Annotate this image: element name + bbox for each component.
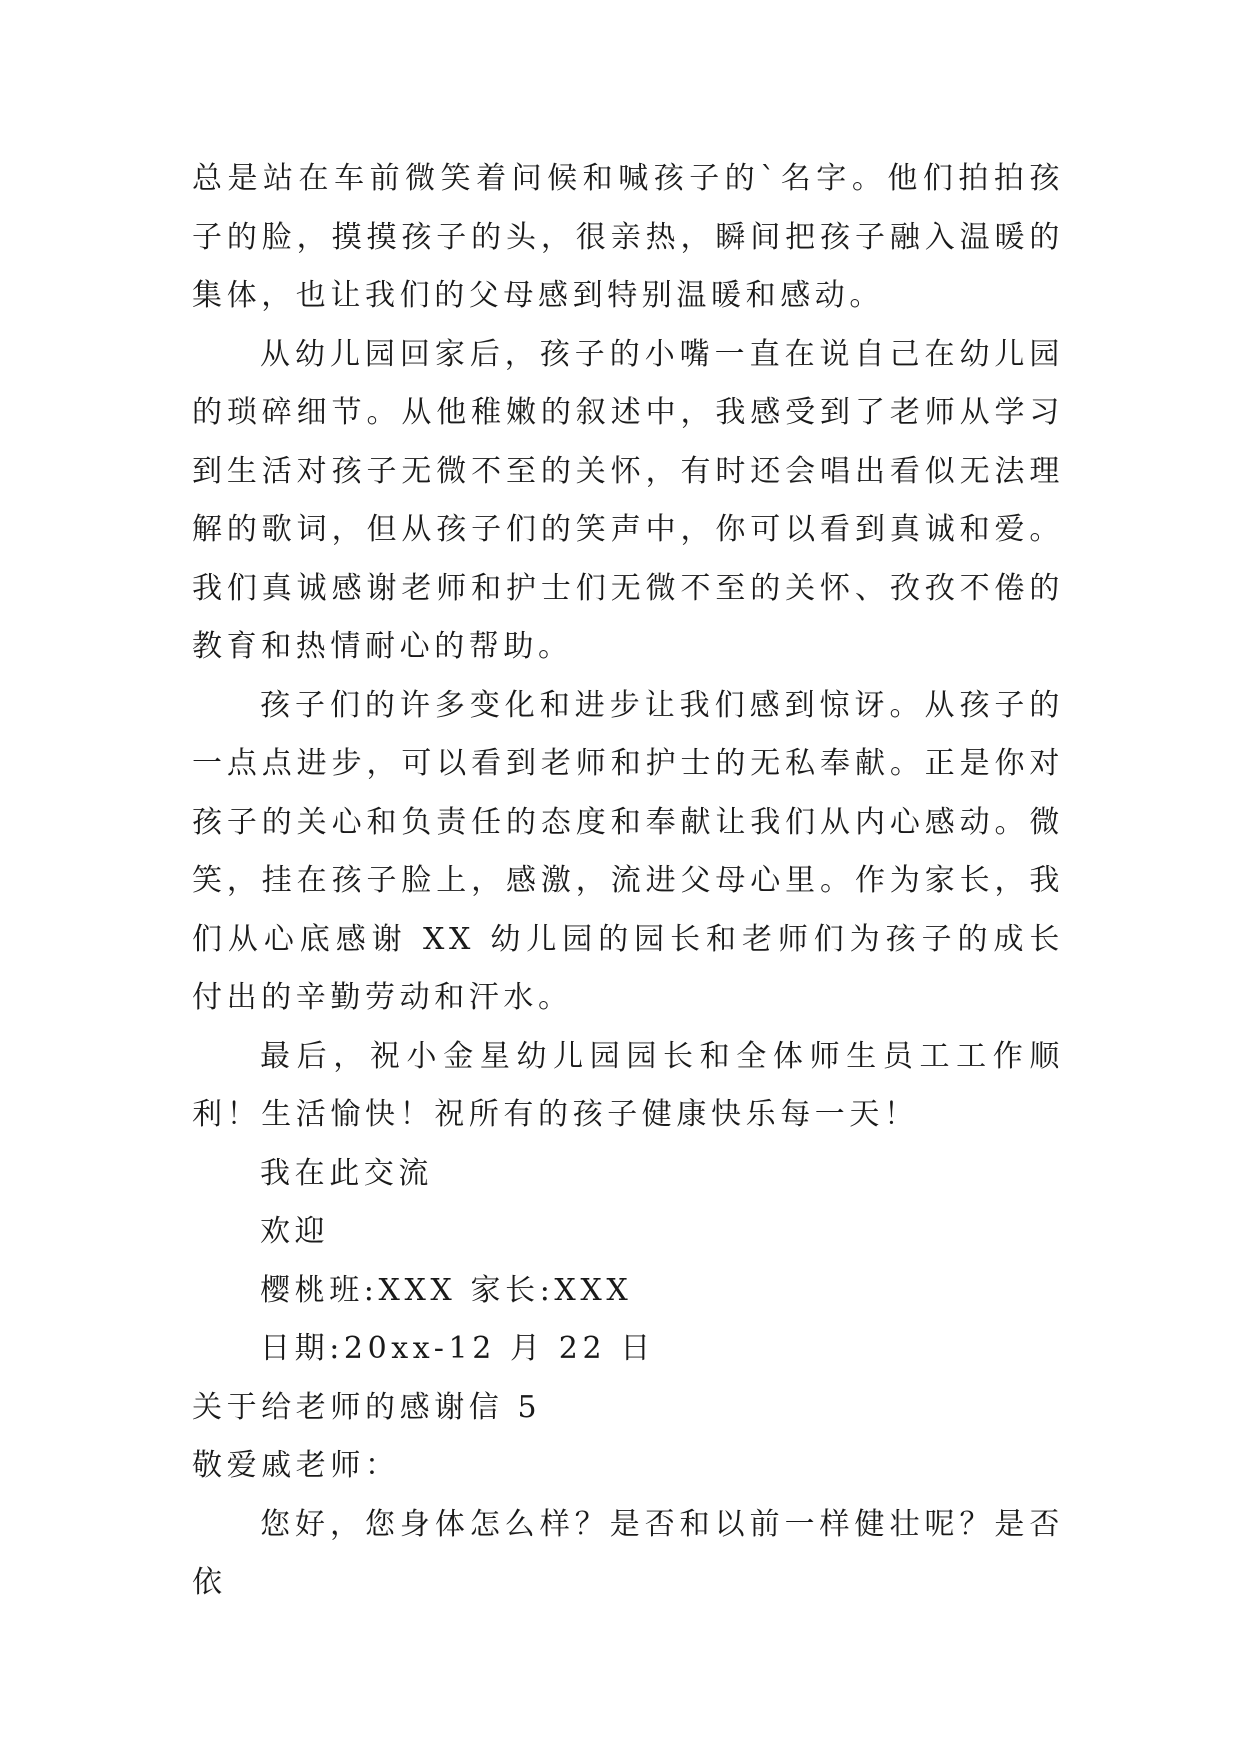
paragraph-closing-wishes: 最后，祝小金星幼儿园园长和全体师生员工工作顺利！生活愉快！祝所有的孩子健康快乐每一天！: [192, 1038, 1064, 1132]
signature-line-class-parent: 樱桃班:XXX 家长:XXX: [260, 1272, 633, 1308]
paragraph-after-school: 从幼儿园回家后，孩子的小嘴一直在说自己在幼儿园的琐碎细节。从他稚嫩的叙述中，我感受到了老师从学习到生活对孩子无微不至的关怀，有时还会唱出看似无法理解的歌词，但从孩子们的笑声中，你可以看到真诚和爱。我们真诚感谢老师和护士们无微不至的关怀、孜孜不倦的教育和热情耐心的帮助。: [192, 336, 1064, 664]
next-letter-opening: 您好，您身体怎么样？是否和以前一样健壮呢？是否依: [192, 1506, 1064, 1600]
next-letter-title: 关于给老师的感谢信 5: [192, 1389, 542, 1425]
signature-line-date: 日期:20xx-12 月 22 日: [260, 1331, 655, 1366]
next-letter-salutation: 敬爱戚老师：: [192, 1448, 400, 1483]
signature-line-welcome: 欢迎: [260, 1214, 330, 1249]
letter-body: [192, 150, 1064, 1613]
paragraph-continuation: 总是站在车前微笑着问候和喊孩子的`名字。他们拍拍孩子的脸，摸摸孩子的头，很亲热，瞬间把孩子融入温暖的集体，也让我们的父母感到特别温暖和感动。: [192, 161, 1064, 313]
paragraph-progress: 孩子们的许多变化和进步让我们感到惊讶。从孩子的一点点进步，可以看到老师和护士的无私奉献。正是你对孩子的关心和负责任的态度和奉献让我们从内心感动。微笑，挂在孩子脸上，感激，流进父母心里。作为家长，我们从心底感谢 XX 幼儿园的园长和老师们为孩子的成长付出的辛勤劳动和汗水。: [192, 687, 1064, 1015]
signature-line-exchange: 我在此交流: [260, 1155, 433, 1191]
